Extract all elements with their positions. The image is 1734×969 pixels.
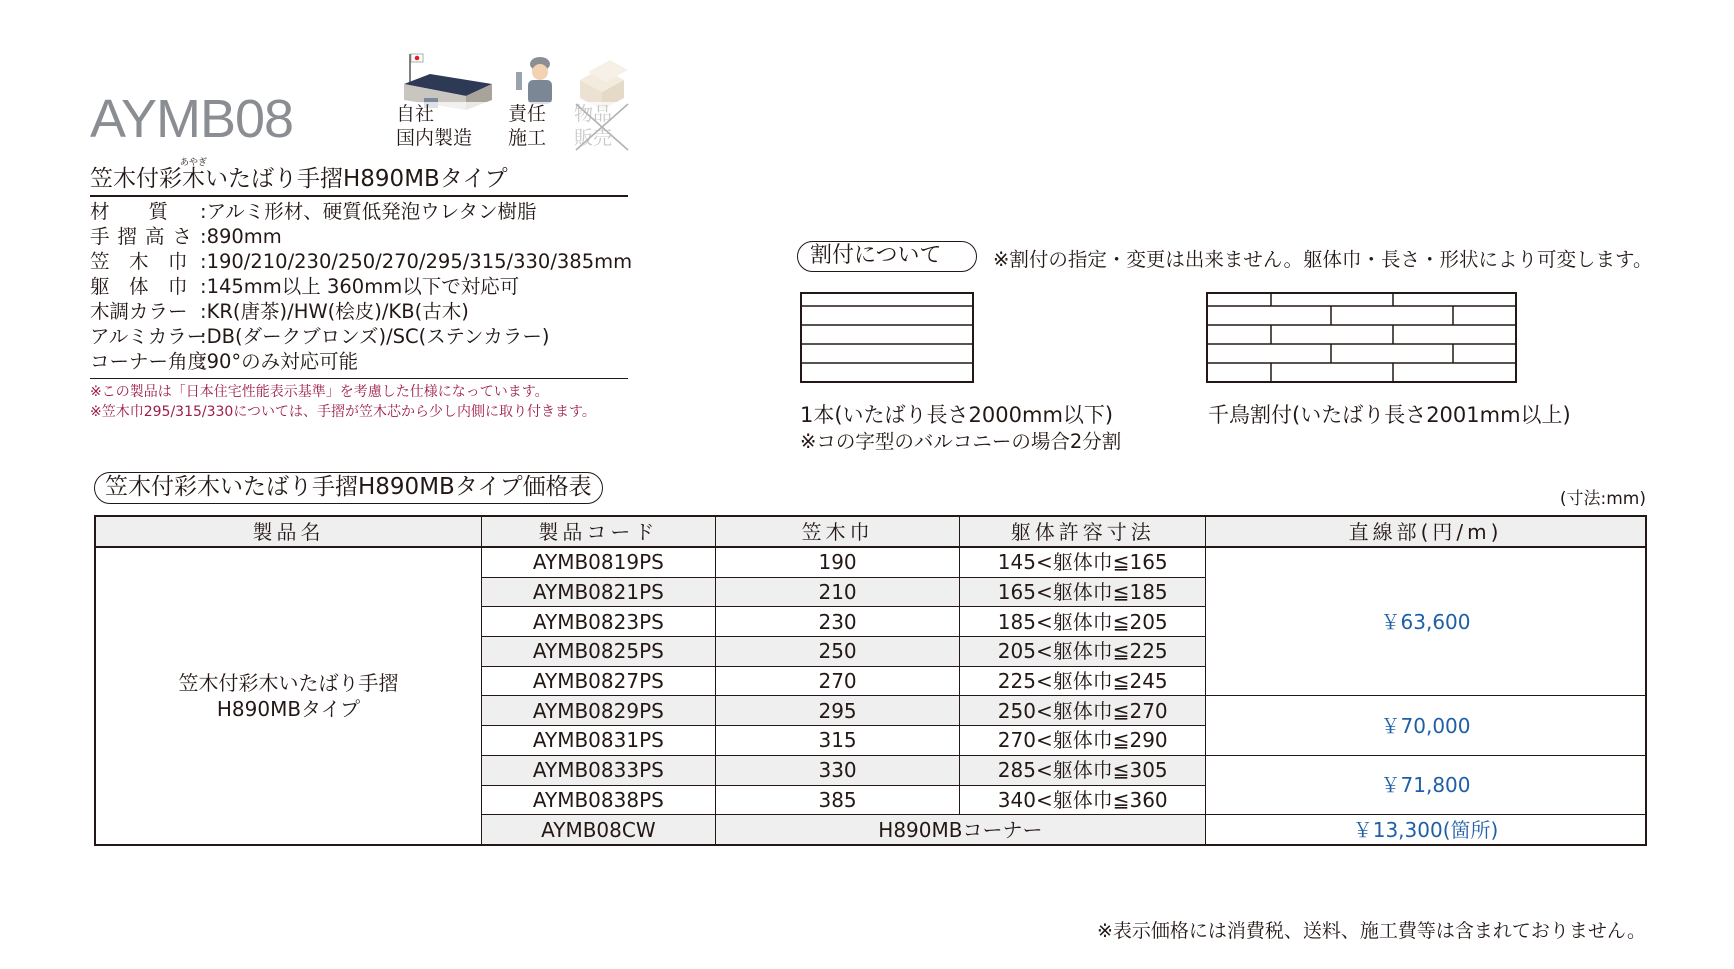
staggered-board-caption: 千鳥割付(いたばり長さ2001mm以上) <box>1208 403 1571 427</box>
header-product-code: 製品コード <box>481 516 715 547</box>
range-cell: 270<躯体巾≦290 <box>960 726 1206 756</box>
single-board-subcaption: ※コの字型のバルコニーの場合2分割 <box>800 430 1122 453</box>
spec-value: :890mm <box>200 225 282 248</box>
product-name-line1: 笠木付彩木いたばり手摺 <box>178 670 399 695</box>
spec-value: :90°のみ対応可能 <box>200 350 359 373</box>
product-name-cell <box>95 547 481 845</box>
range-cell: 250<躯体巾≦270 <box>960 696 1206 726</box>
range-cell: 145<躯体巾≦165 <box>960 547 1206 577</box>
corner-name-cell: H890MBコーナー <box>715 815 1205 845</box>
spec-material <box>90 199 537 224</box>
width-cell: 210 <box>715 577 960 607</box>
factory-icon <box>396 50 492 110</box>
badge-installation-line2: 施工 <box>508 127 547 149</box>
corner-code-cell: AYMB08CW <box>481 815 715 845</box>
price-cell: ￥71,800 <box>1206 755 1646 814</box>
code-cell: AYMB0831PS <box>481 726 715 756</box>
code-cell: AYMB0838PS <box>481 785 715 815</box>
badge-installation-line1: 責任 <box>508 103 547 125</box>
code-cell: AYMB0823PS <box>481 607 715 637</box>
subtitle-ruby: あやぎ <box>180 158 208 168</box>
spec-corner-angle <box>90 349 358 374</box>
note-standard: ※この製品は「日本住宅性能表示基準」を考慮した仕様になっています。 <box>90 384 549 400</box>
code-cell: AYMB0833PS <box>481 755 715 785</box>
width-cell: 385 <box>715 785 960 815</box>
product-subtitle: 笠木付彩木いたばり手摺H890MBタイプ <box>90 166 508 192</box>
price-table-title: 笠木付彩木いたばり手摺H890MBタイプ価格表 <box>94 472 603 504</box>
spec-height <box>90 224 282 249</box>
unit-label: (寸法:mm) <box>1559 489 1646 509</box>
range-cell: 285<躯体巾≦305 <box>960 755 1206 785</box>
corner-price-cell: ￥13,300(箇所) <box>1206 815 1646 845</box>
spec-alu-color <box>90 324 550 349</box>
spec-key: コーナー角度 <box>90 350 208 373</box>
width-cell: 315 <box>715 726 960 756</box>
range-cell: 225<躯体巾≦245 <box>960 666 1206 696</box>
width-cell: 190 <box>715 547 960 577</box>
note-cap-width: ※笠木巾295/315/330については、手摺が笠木芯から少し内側に取り付きます。 <box>90 404 596 420</box>
width-cell: 250 <box>715 637 960 667</box>
range-cell: 165<躯体巾≦185 <box>960 577 1206 607</box>
waritsuke-title: 割付について <box>797 241 977 272</box>
badge-domestic-line2: 国内製造 <box>396 127 473 149</box>
spec-body-width <box>90 274 519 299</box>
footer-note: ※表示価格には消費税、送料、施工費等は含まれておりません。 <box>1096 920 1646 942</box>
table-row <box>95 547 1646 577</box>
spec-wood-color <box>90 299 469 324</box>
spec-value: :DB(ダークブロンズ)/SC(ステンカラー) <box>200 325 550 348</box>
price-cell: ￥63,600 <box>1206 547 1646 696</box>
boxes-icon <box>574 50 634 110</box>
worker-icon <box>508 50 568 110</box>
code-cell: AYMB0827PS <box>481 666 715 696</box>
width-cell: 270 <box>715 666 960 696</box>
price-cell: ￥70,000 <box>1206 696 1646 755</box>
spec-value: :145mm以上 360mm以下で対応可 <box>200 275 520 298</box>
width-cell: 330 <box>715 755 960 785</box>
badge-domestic <box>396 50 492 154</box>
badge-sales-crossed <box>574 50 670 154</box>
staggered-board-diagram <box>1206 292 1518 384</box>
spec-key: 材 質 <box>90 200 169 223</box>
spec-value: :190/210/230/250/270/295/315/330/385mm <box>200 250 633 273</box>
spec-value: :アルミ形材、硬質低発泡ウレタン樹脂 <box>200 200 537 223</box>
range-cell: 205<躯体巾≦225 <box>960 637 1206 667</box>
product-name-line2: H890MBタイプ <box>216 696 361 721</box>
header-cap-width: 笠木巾 <box>715 516 960 547</box>
spec-key: 笠 木 巾 <box>90 250 188 273</box>
cross-mark-icon <box>574 102 630 152</box>
spec-value: :KR(唐茶)/HW(桧皮)/KB(古木) <box>200 300 469 323</box>
badge-domestic-line1: 自社 <box>396 103 435 125</box>
spec-key: 手摺高さ <box>90 225 201 248</box>
range-cell: 340<躯体巾≦360 <box>960 785 1206 815</box>
code-cell: AYMB0819PS <box>481 547 715 577</box>
width-cell: 230 <box>715 607 960 637</box>
header-body-range: 躯体許容寸法 <box>960 516 1206 547</box>
range-cell: 185<躯体巾≦205 <box>960 607 1206 637</box>
single-board-caption: 1本(いたばり長さ2000mm以下) <box>800 403 1114 427</box>
spec-key: 木調カラー <box>90 300 188 323</box>
spec-cap-width <box>90 249 632 274</box>
single-board-diagram <box>800 292 975 384</box>
badge-sales-line1: 物品 <box>574 103 613 125</box>
header-price: 直線部(円/m) <box>1206 516 1646 547</box>
header-product-name: 製品名 <box>95 516 481 547</box>
badge-sales-line2: 販売 <box>574 127 613 149</box>
code-cell: AYMB0821PS <box>481 577 715 607</box>
specs-rule <box>90 378 628 379</box>
spec-key: 躯 体 巾 <box>90 275 188 298</box>
width-cell: 295 <box>715 696 960 726</box>
code-cell: AYMB0825PS <box>481 637 715 667</box>
waritsuke-note: ※割付の指定・変更は出来ません。躯体巾・長さ・形状により可変します。 <box>993 248 1653 271</box>
price-table <box>94 515 1647 846</box>
subtitle-rule <box>90 195 628 197</box>
model-number: AYMB08 <box>90 89 294 149</box>
spec-key: アルミカラー <box>90 325 207 348</box>
table-header-row <box>95 516 1646 547</box>
code-cell: AYMB0829PS <box>481 696 715 726</box>
